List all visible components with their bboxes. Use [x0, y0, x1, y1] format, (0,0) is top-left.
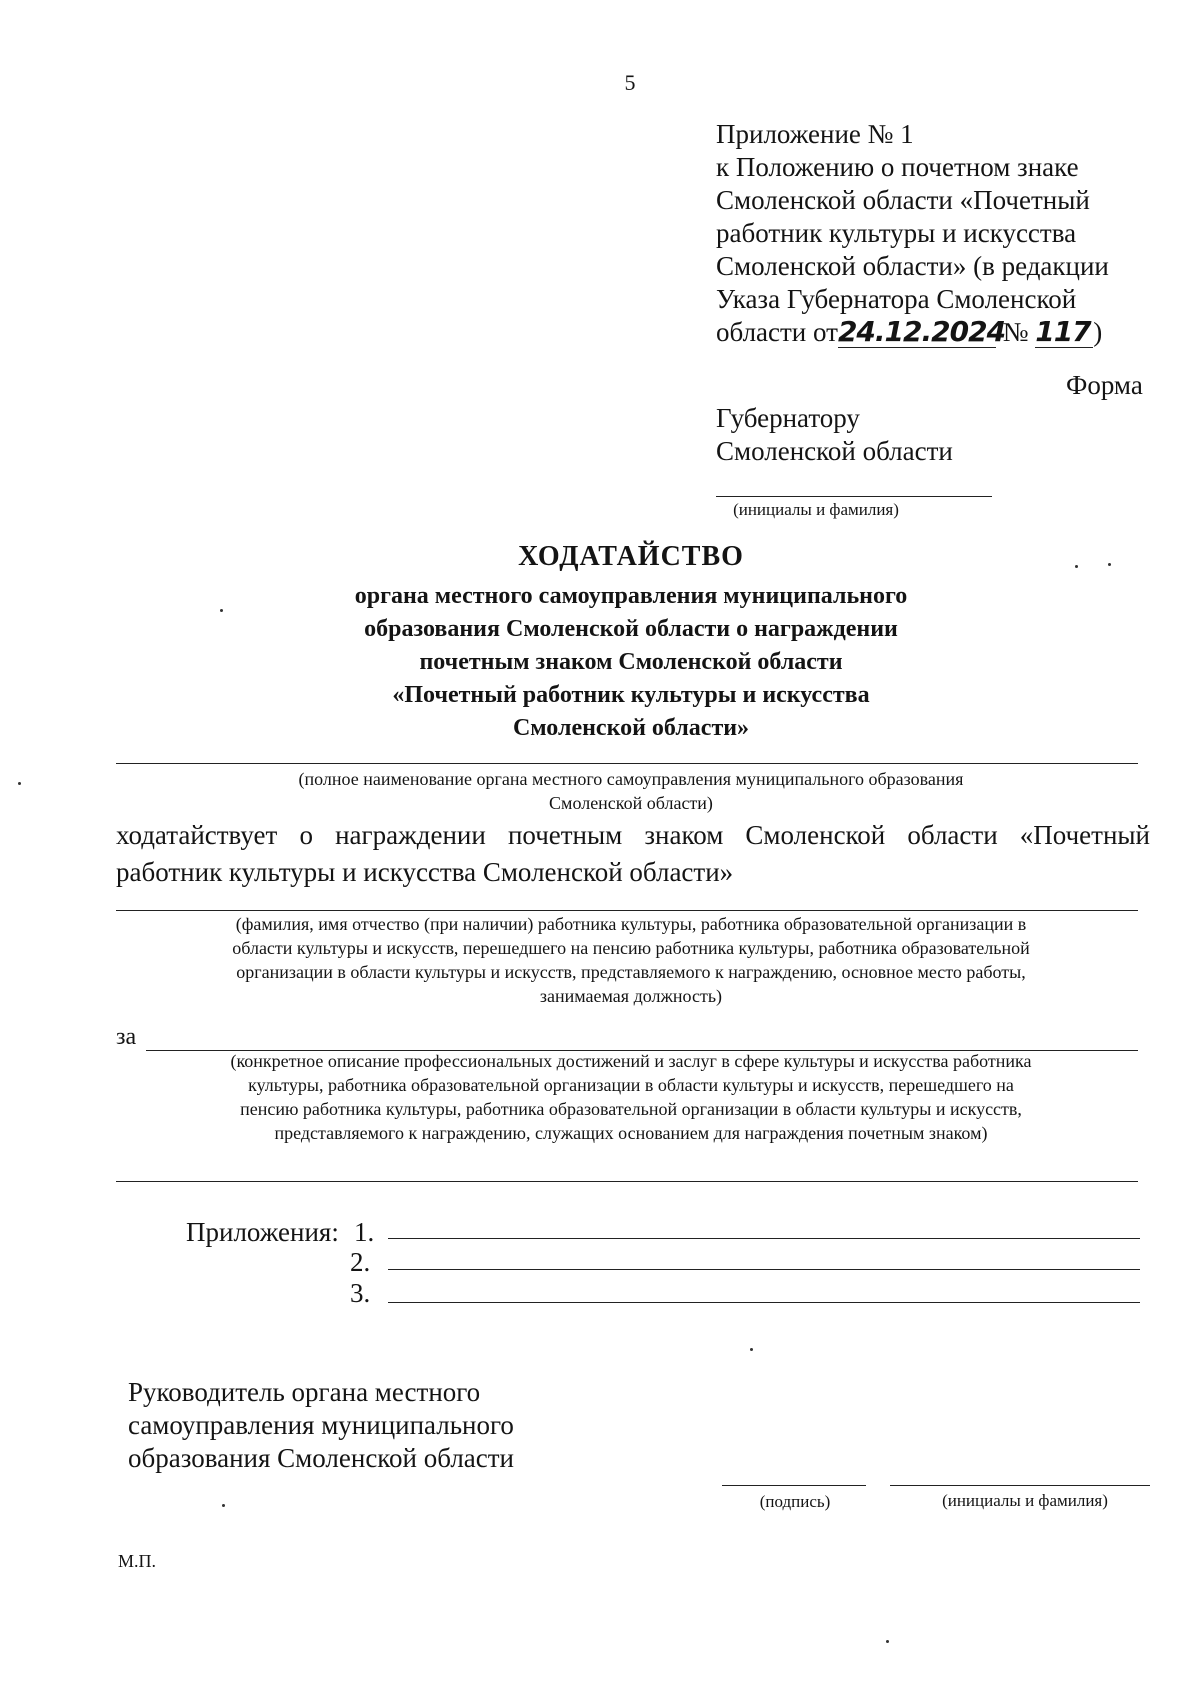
signatory-line: образования Смоленской области — [128, 1443, 515, 1473]
attachment-number: 1. — [354, 1217, 375, 1247]
person-caption-line: занимаемая должность) — [539, 986, 723, 1006]
appendix-line: Смоленской области «Почетный — [716, 185, 1090, 215]
person-caption-line: области культуры и искусств, перешедшего на пенсию работника культуры, работника образовательной — [232, 938, 1030, 958]
scan-speck — [18, 782, 21, 785]
appendix-line: Указа Губернатора Смоленской — [716, 284, 1077, 314]
document-subtitle — [116, 580, 1146, 745]
attachment-line — [388, 1238, 1140, 1239]
appendix-line: к Положению о почетном знаке — [716, 152, 1079, 182]
signatory-line: самоуправления муниципального — [128, 1410, 514, 1440]
merit-extra-line — [116, 1181, 1138, 1182]
appendix-date-line — [716, 316, 1186, 349]
form-label: Форма — [1066, 370, 1143, 400]
addressee-line: Губернатору — [716, 403, 860, 433]
document-title: ХОДАТАЙСТВО — [518, 541, 744, 572]
person-caption-line: (фамилия, имя отчество (при наличии) работника культуры, работника образовательной организации в — [235, 914, 1027, 934]
closing-paren: ) — [1093, 317, 1103, 347]
za-label: за — [116, 1024, 137, 1050]
person-name-line — [116, 910, 1138, 911]
merit-caption-line: представляемого к награждению, служащих основанием для награждения почетным знаком) — [274, 1123, 988, 1143]
org-caption-line: (полное наименование органа местного самоуправления муниципального образования — [298, 769, 964, 789]
scan-speck — [886, 1640, 889, 1643]
scan-speck — [1108, 563, 1111, 566]
name-line — [890, 1485, 1150, 1486]
person-caption-line: организации в области культуры и искусств, представляемого к награждению, основное место работы, — [236, 962, 1026, 982]
scan-speck — [750, 1348, 753, 1351]
petition-text: ходатайствует о награждении почетным знаком Смоленской области «Почетный работник культуры и искусства Смоленской области» — [116, 820, 1150, 887]
attachments-label: Приложения: — [186, 1217, 339, 1247]
number-sign: № — [1002, 317, 1029, 347]
appendix-line: Приложение № 1 — [716, 119, 914, 149]
appendix-line: работник культуры и искусства — [716, 218, 1077, 248]
scan-speck — [1075, 565, 1078, 568]
addressee-name-line — [716, 496, 992, 497]
appendix-date-prefix: области от — [716, 317, 838, 347]
signatory-block — [128, 1376, 514, 1475]
appendix-block — [716, 118, 1186, 349]
org-caption-line: Смоленской области) — [549, 793, 713, 813]
signature-caption: (подпись) — [759, 1492, 831, 1511]
subtitle-line: «Почетный работник культуры и искусства — [392, 682, 870, 708]
subtitle-line: почетным знаком Смоленской области — [419, 649, 843, 675]
attachment-number: 2. — [350, 1247, 371, 1277]
signature-line — [722, 1485, 866, 1486]
addressee-line: Смоленской области — [716, 436, 953, 466]
name-caption: (инициалы и фамилия) — [942, 1491, 1108, 1510]
signatory-line: Руководитель органа местного — [128, 1377, 481, 1407]
person-caption — [116, 912, 1146, 1008]
handwritten-date: 24.12.2024 — [837, 315, 1006, 348]
attachment-line — [388, 1302, 1140, 1303]
appendix-line: Смоленской области» (в редакции — [716, 251, 1109, 281]
merit-caption — [116, 1049, 1146, 1145]
subtitle-line: Смоленской области» — [512, 715, 750, 741]
merit-caption-line: культуры, работника образовательной организации в области культуры и искусств, перешедшего на — [248, 1075, 1014, 1095]
scan-speck — [220, 609, 223, 612]
attachment-line — [388, 1269, 1140, 1270]
attachment-number: 3. — [350, 1278, 371, 1308]
merit-caption-line: пенсию работника культуры, работника образовательной организации в области культуры и искусств, — [240, 1099, 1022, 1119]
stamp-label: М.П. — [118, 1551, 157, 1571]
page-number: 5 — [624, 70, 636, 95]
subtitle-line: образования Смоленской области о награждении — [364, 616, 898, 642]
org-name-line — [116, 763, 1138, 764]
merit-caption-line: (конкретное описание профессиональных достижений и заслуг в сфере культуры и искусства работника — [230, 1051, 1032, 1071]
org-caption — [116, 767, 1146, 815]
addressee-block — [716, 402, 953, 468]
addressee-caption: (инициалы и фамилия) — [733, 500, 899, 519]
scan-speck — [222, 1504, 225, 1507]
handwritten-number: 117 — [1035, 317, 1093, 348]
subtitle-line: органа местного самоуправления муниципального — [354, 583, 908, 609]
